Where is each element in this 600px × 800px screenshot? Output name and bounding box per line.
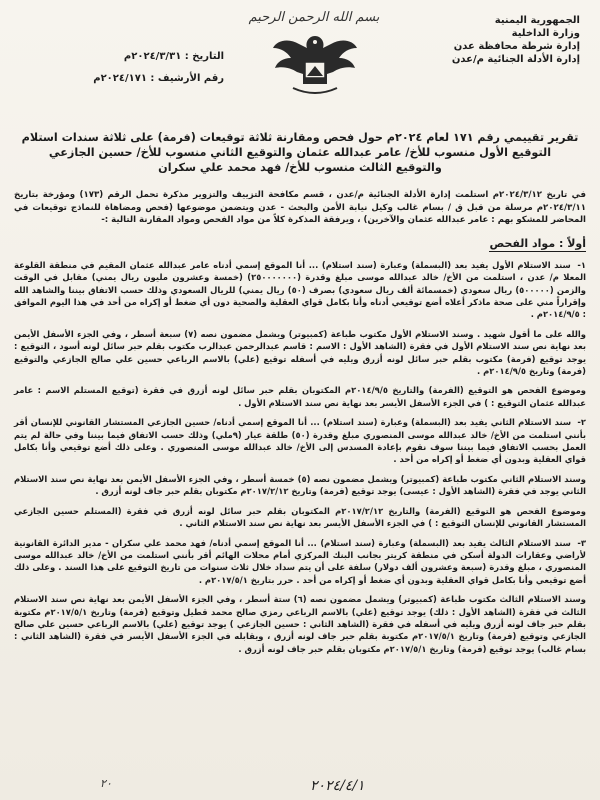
title-line: التوقيع الأول منسوب للأخ/ عامر عبدالله عثمان والتوقيع الثاني منسوب للأخ/ حسين الجازعي xyxy=(48,146,552,159)
paragraph-number: ٣- xyxy=(577,537,586,548)
letterhead xyxy=(14,6,586,106)
paragraph xyxy=(14,384,586,409)
issuing-authority xyxy=(410,14,580,66)
paragraph-text: والله على ما أقول شهيد . وسند الاستلام الأول مكتوب طباعة (كمبيوتر) ويشمل مضمون نصه (٧) سبعة أسطر ، وفي الجزء الأسفل الأيمن بعد نهاية نص سند الاستلام الأول في فقرة (الشاهد الأول : الاسم : قاسم عبدالرحمن عبدالرب مكتوب بقلم حبر سائل لونه أسود ، التوقيع : يوجد توقيع (فرمة) مكتوب بقلم حبر سائل لونه أزرق ويليه في أسفله توقيع (علي) بالاسم الرباعي حسين علي صالح الجازعي والتوقيع (فرمة) وتاريخ ٢٠١٤/٩/٥م . xyxy=(14,328,587,377)
handwritten-mark: ٢٠ xyxy=(100,777,112,790)
archive-number: رقم الأرشيف : ٢٠٢٤/١٧١م xyxy=(93,73,224,84)
intro-paragraph: في تاريخ ٢٠٢٤/٣/١٢م استلمت إدارة الأدلة الجنائية م/عدن ، قسم مكافحة التزييف والتزوير مذكرة تحمل الرقم (١٧٣) ومؤرخة بتاريخ ٢٠٢٤/٣/١١م مرسلة من قبل ق / بسام غالب وكيل نيابة الأمن والبحث - عدن ويتضمن موضوعها (فحص ومضاهاة للنماذج توقيعات في المحاضر للمشكو بهم : عامر عبدالله عثمان والآخرين) ، ويرفقة المذكرة كلاً من مواد الفحص ومواد المقارنة التالية :- xyxy=(14,190,586,226)
handwritten-date: ٢٠٢٤/٤/١ xyxy=(310,778,365,794)
report-title xyxy=(14,130,586,175)
paragraph xyxy=(14,416,586,466)
paragraph-text: وسند الاستلام الثاني مكتوب طباعة (كمبيوتر) ويشمل مضمون نصه (٥) خمسة أسطر ، وفي الجزء الأسفل الأيمن بعد نهاية نص سند الاستلام الثاني يوجد في فقرة (الشاهد الأول : عيسى) يوجد توقيع (فرمة) وتاريخ ٢٠١٧/٢/١٢م مكتوبان بقلم حبر جاف لونه أزرق . xyxy=(14,473,586,497)
paragraph-text: وموضوع الفحص هو التوقيع (الفرمة) والتاريخ ٢٠١٤/٩/٥م المكتوبان بقلم حبر سائل لونه أزرق في فقرة (توقيع المستلم الاسم : عامر عبدالله عثمان التوقيع : ) في الجزء الأسفل الأيسر بعد نهاية نص سند الاستلام الأول . xyxy=(14,385,586,408)
paragraph-text: سند الاستلام الثاني يفيد بعد (البسملة) وعبارة (سند استلام) ... أنا الموقع إسمي أدناه/ حسين الجازعي المستشار القانوني للإنسان أقر بأنني استلمت من الأخ/ خالد عبدالله موسى المنصوري مبلغ وقدرة (٥٠) طلقة عيار (٩ملي) وذلك حسب الاتفاق فيما بيننا وفي حالة لم يتم العمل بحسب الاتفاق فيما بيننا سوف نقوم بإعادة المسدس إلى الأخ/ خالد عبدالله موسى المنصوري . وعلى ذلك أضع توقيعي وأنا بكامل قواي العقلية وبدون أي ضغط أو إكراه من أحد . xyxy=(14,417,587,465)
report-date: التاريخ : ٢٠٢٤/٣/٣١م xyxy=(123,51,224,62)
paragraph xyxy=(14,328,586,378)
title-line: والتوقيع الثالث منسوب للأخ/ فهد محمد علي سكران xyxy=(158,161,442,174)
authority-line: وزارة الداخلية xyxy=(511,28,580,39)
paragraph xyxy=(14,593,586,655)
paragraph xyxy=(14,505,586,530)
paragraph xyxy=(14,537,586,587)
authority-line: إدارة الأدلة الجنائية م/عدن xyxy=(451,54,580,65)
paragraph xyxy=(14,259,586,321)
section-heading: أولاً : مواد الفحص xyxy=(489,236,586,250)
reference-info xyxy=(74,46,224,90)
title-line: تقرير تقييمي رقم ١٧١ لعام ٢٠٢٤م حول فحص ومقارنة ثلاثة توقيعات (فرمة) على ثلاثة سندات استلام xyxy=(21,131,579,144)
paragraph-text: وسند الاستلام الثالث مكتوب طباعة (كمبيوتر) ويشمل مضمون نصه (٦) ستة أسطر ، وفي الجزء الأسفل الأيمن بعد نهاية نص سند الاستلام الثالث في فقرة (الشاهد الأول : ذلك) يوجد توقيع (علي) بالاسم الرباعي رمزي صالح محمد قطيل وتوقيع (فرمة) وتاريخ ٢٠١٧/٥/١م مكتوبة بقلم حبر جاف لونه أزرق ويليه في أسفله في فقرة (الشاهد الثاني : حسين الجازعي ) يوجد توقيع (علي) بالاسم الرباعي حسين علي صالح الجازعي وتوقيع (فرمة) وتاريخ ٢٠١٧/٥/١م مكتوبة بقلم حبر جاف لونه أزرق ، ويقابله في الجزء الأسفل الأيسر في فقرة (الشاهد الثاني : بسام غالب) يوجد توقيع (فرمة) وتاريخ ٢٠١٧/٥/١م مكتوبان بقلم حبر جاف لونه أزرق . xyxy=(14,594,586,654)
yemen-eagle-emblem-icon xyxy=(269,28,361,100)
paragraph-text: سند الاستلام الأول يفيد بعد (البسملة) وعبارة (سند استلام) ... أنا الموقع إسمي أدناه عامر عبدالله عثمان المقيم في منطقة القلوعة المعلا م/ عدن ، استلمت من الأخ/ خالد عبدالله موسى مبلغ وقدرة (٢٥٠٠٠٠٠٠٠) (خمسة وعشرون مليون ريال يمني) مقابل في الوقت والزمن (٥٠٠٠٠٠) ريال سعودي (خمسمائة ألف ريال سعودي) بصرف (٥٠) ريال يمني) للريال السعودي وذلك حسب الاتفاق بيننا والشاهد الله وإقراراً مني على صحة ماذكر أعلاه أضع توقيعي أدناه وأنا بكامل قواي العقلية والصحية دون أي ضغط أو إكراه من أحد في هذا اليوم الموافق : ٢٠١٤/٩/٥م . xyxy=(14,259,586,320)
paragraph-text: وموضوع الفحص هو التوقيع (الفرمة) والتاريخ ٢٠١٧/٢/١٢م المكتوبان بقلم حبر سائل لونه أزرق في فقرة (المستلم حسين الجازعي المستشار القانوني للإنسان التوقيع : ) في الجزء الأسفل الأيسر بعد نهاية نص سند الاستلام الثاني . xyxy=(14,505,587,529)
authority-line: الجمهورية اليمنية xyxy=(494,15,580,26)
signature-area xyxy=(40,770,560,796)
paragraph xyxy=(14,473,586,498)
paragraph-number: ٢- xyxy=(577,417,586,428)
paragraph-text: سند الاستلام الثالث يفيد بعد (البسملة) وعبارة (سند استلام) ... أنا الموقع إسمي أدناه/ فهد محمد علي سكران - مدير الدائرة القانونية لأراضي وعقارات الدولة أسكن في منطقة كريتر بجانب البنك المركزي أمام محلات الهائم أقر بأنني استلمت من الأخ/ خالد عبدالله موسى المنصوري ، مبلغ وقدرة (سبعة وعشرون ألف دولار) سلفة على أن يتم سداد خلال ثلاث سنوات من تاريخ التوقيع على هذا السند . وعلى ذلك أضع توقيعي وأنا بكامل قواي العقلية وبدون أي ضغط أو إكراه من أحد . حرر بتاريخ ٢٠١٧/٥/١م . xyxy=(14,537,586,585)
authority-line: إدارة شرطة محافظة عدن xyxy=(453,41,580,52)
paragraph-number: ١- xyxy=(577,259,586,270)
basmala: بسم الله الرحمن الرحيم xyxy=(248,10,380,25)
